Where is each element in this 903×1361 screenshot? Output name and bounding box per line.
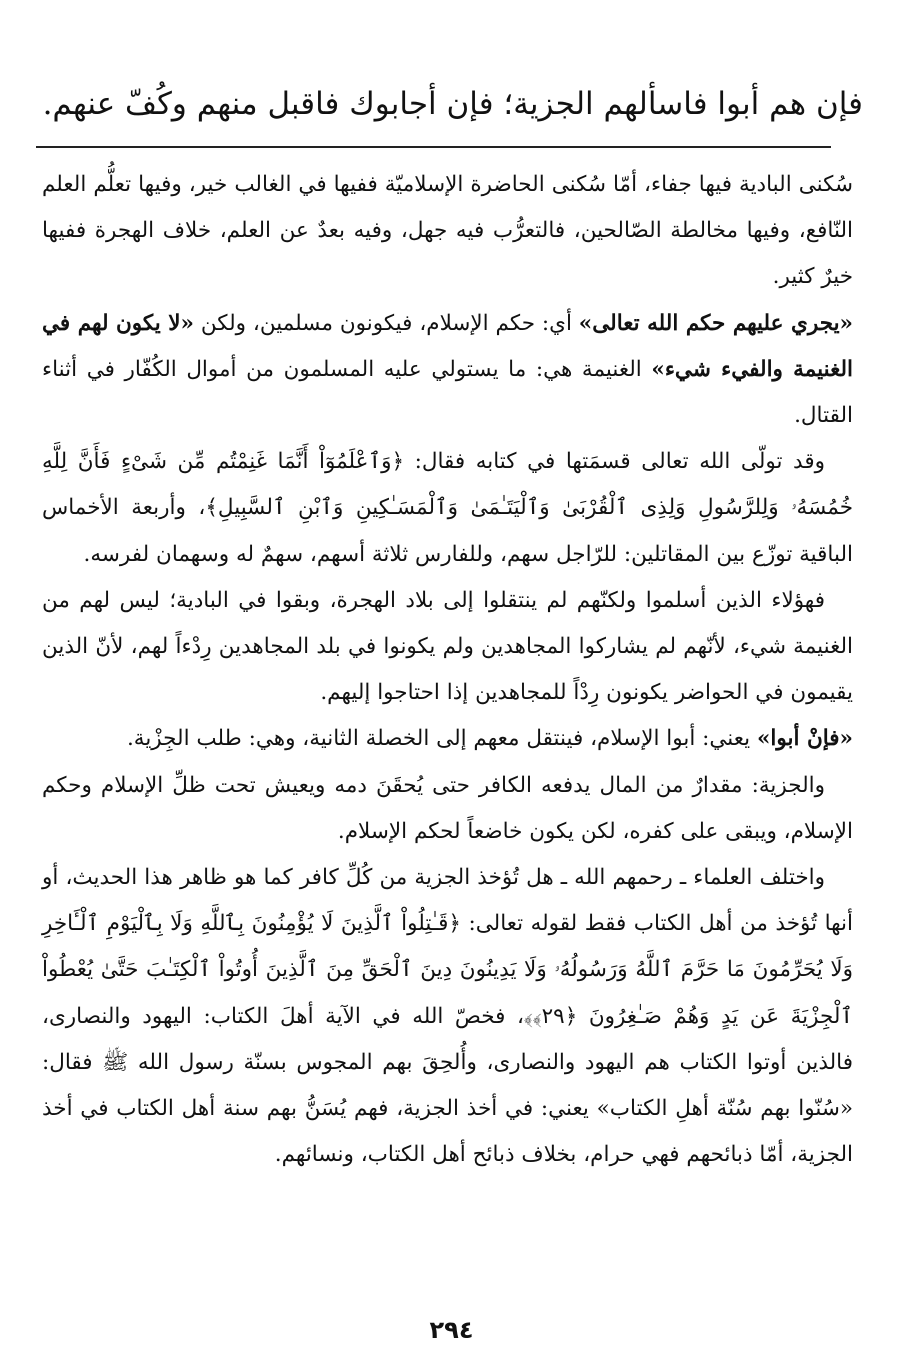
paragraph-p4	[42, 578, 853, 717]
hadith-quote-phrase: «فإنْ أبوا»	[756, 726, 853, 752]
paragraph-p7	[42, 855, 853, 1178]
commentary-text: واختلف العلماء ـ رحمهم الله ـ هل تُؤخذ الجزية من كُلِّ كافر كما هو ظاهر هذا الحديث، أو أنها تُؤخذ من أهل الكتاب فقط لقوله تعالى: ﴿قَـٰتِلُواْ ٱلَّذِينَ لَا يُؤْمِنُونَ بِٱللَّهِ وَلَا بِٱلْيَوْمِ ٱلْـَٔاخِرِ وَلَا يُحَرِّمُونَ مَا حَرَّمَ ٱللَّهُ وَرَسُولُهُۥ وَلَا يَدِينُونَ دِينَ ٱلْحَقِّ مِنَ ٱلَّذِينَ أُوتُواْ ٱلْكِتَـٰبَ حَتَّىٰ يُعْطُواْ ٱلْجِزْيَةَ عَن يَدٍ وَهُمْ صَـٰغِرُونَ ﴿٢٩﴾﴾، فخصّ الله في الآية أهلَ الكتاب: اليهود والنصارى، فالذين أوتوا الكتاب هم اليهود والنصارى، وأُلحِقَ بهم المجوس بسنّة رسول الله ﷺ فقال: «سُنّوا بهم سُنّة أهلِ الكتاب» يعني: في أخذ الجزية، فهم يُسَنُّ بهم سنة أهل الكتاب في أخذ الجزية، أمّا ذبائحهم فهي حرام، بخلاف ذبائح أهل الكتاب، ونسائهم.	[42, 865, 853, 1168]
paragraph-p3	[42, 439, 853, 578]
paragraph-p2	[42, 301, 853, 440]
header-divider	[36, 146, 831, 148]
paragraph-p6	[42, 763, 853, 855]
paragraph-p5	[42, 716, 853, 762]
commentary-text: سُكنى البادية فيها جفاء، أمّا سُكنى الحاضرة الإسلاميّة ففيها في الغالب خير، وفيها تعلُّم العلم النّافع، وفيها مخالطة الصّالحين، فالتعرُّب فيه جهل، وفيه بعدٌ عن العلم، خلاف الهجرة ففيها خيرٌ كثير.	[42, 172, 853, 290]
hadith-quote-phrase: «يجري عليهم حكم الله تعالى»	[578, 310, 853, 336]
paragraph-p1	[42, 162, 853, 301]
commentary-text: يعني: أبوا الإسلام، فينتقل معهم إلى الخصلة الثانية، وهي: طلب الجِزْية.	[126, 726, 757, 752]
hadith-quote-phrase: «لا يكون لهم في الغنيمة والفيء شيء»	[42, 310, 854, 382]
commentary-text: الغنيمة هي: ما يستولي عليه المسلمون من أموال الكُفّار في أثناء القتال.	[42, 356, 853, 429]
commentary-text: أي: حكم الإسلام، فيكونون مسلمين، ولكن	[194, 310, 579, 336]
commentary-text: وقد تولّى الله تعالى قسمَتها في كتابه فقال: ﴿وَٱعْلَمُوٓاْ أَنَّمَا غَنِمْتُم مِّن شَىْءٍ فَأَنَّ لِلَّهِ خُمُسَهُۥ وَلِلرَّسُولِ وَلِذِى ٱلْقُرْبَىٰ وَٱلْيَتَـٰمَىٰ وَٱلْمَسَـٰكِينِ وَٱبْنِ ٱلسَّبِيلِ﴾، وأربعة الأخماس الباقية توزّع بين المقاتلين: للرّاجل سهم، وللفارس ثلاثة أسهم، سهمٌ له وسهمان لفرسه.	[42, 449, 853, 567]
commentary-body	[42, 162, 853, 1178]
page-number: ٢٩٤	[429, 1316, 474, 1344]
commentary-text: والجزية: مقدارٌ من المال يدفعه الكافر حتى يُحقَنَ دمه ويعيش تحت ظلِّ الإسلام وحكم الإسلام، ويبقى على كفره، لكن يكون خاضعاً لحكم الإسلام.	[42, 772, 853, 844]
hadith-header-line: فإن هم أبوا فاسألهم الجزية؛ فإن أجابوك فاقبل منهم وكُفّ عنهم.	[42, 86, 863, 122]
commentary-text: فهؤلاء الذين أسلموا ولكنّهم لم ينتقلوا إلى بلاد الهجرة، وبقوا في البادية؛ ليس لهم من الغنيمة شيء، لأنّهم لم يشاركوا المجاهدين ولم يكونوا في بلد المجاهدين رِدْءاً لهم، لأنّ الذين يقيمون في الحواضر يكونون رِدْاً للمجاهدين إذا احتاجوا إليهم.	[42, 587, 853, 706]
